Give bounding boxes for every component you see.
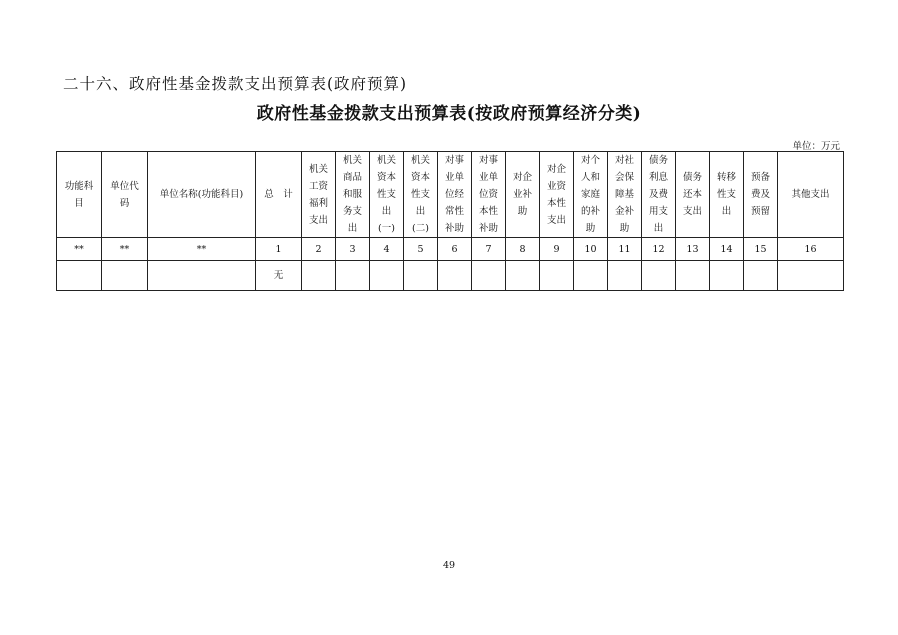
index-cell: 3 — [336, 238, 370, 261]
data-cell — [336, 261, 370, 291]
header-cell: 预备费及预留 — [744, 152, 778, 238]
index-cell: 8 — [506, 238, 540, 261]
header-row — [57, 152, 844, 238]
index-cell: 4 — [370, 238, 404, 261]
data-cell — [57, 261, 102, 291]
header-cell: 机关资本性支出(一) — [370, 152, 404, 238]
index-cell: ** — [57, 238, 102, 261]
table-row — [57, 261, 844, 291]
data-cell — [642, 261, 676, 291]
page-number: 49 — [442, 560, 456, 571]
index-cell: 6 — [438, 238, 472, 261]
index-cell: 5 — [404, 238, 438, 261]
data-cell — [148, 261, 256, 291]
index-cell: 11 — [608, 238, 642, 261]
index-cell: 13 — [676, 238, 710, 261]
header-cell: 单位代码 — [102, 152, 148, 238]
header-cell: 对事业单位资本性补助 — [472, 152, 506, 238]
index-cell: 7 — [472, 238, 506, 261]
index-cell: 1 — [256, 238, 302, 261]
header-cell: 对个人和家庭的补助 — [574, 152, 608, 238]
header-cell: 机关商品和服务支出 — [336, 152, 370, 238]
header-cell: 转移性支出 — [710, 152, 744, 238]
header-cell: 总 计 — [256, 152, 302, 238]
data-cell — [438, 261, 472, 291]
budget-table — [56, 151, 844, 291]
data-cell: 无 — [256, 261, 302, 291]
header-cell: 机关工资福利支出 — [302, 152, 336, 238]
index-cell: 9 — [540, 238, 574, 261]
data-cell — [710, 261, 744, 291]
header-cell: 对企业资本性支出 — [540, 152, 574, 238]
index-cell: 12 — [642, 238, 676, 261]
unit-note: 单位：万元 — [792, 141, 840, 152]
header-cell: 对事业单位经常性补助 — [438, 152, 472, 238]
header-cell: 功能科目 — [57, 152, 102, 238]
index-cell: 10 — [574, 238, 608, 261]
header-cell: 对社会保障基金补助 — [608, 152, 642, 238]
data-cell — [676, 261, 710, 291]
header-cell: 对企业补助 — [506, 152, 540, 238]
data-cell — [102, 261, 148, 291]
data-cell — [608, 261, 642, 291]
header-cell: 债务利息及费用支出 — [642, 152, 676, 238]
header-cell: 债务还本支出 — [676, 152, 710, 238]
data-cell — [574, 261, 608, 291]
data-cell — [302, 261, 336, 291]
data-cell — [506, 261, 540, 291]
data-cell — [540, 261, 574, 291]
index-cell: 15 — [744, 238, 778, 261]
header-cell: 其他支出 — [778, 152, 844, 238]
data-cell — [472, 261, 506, 291]
column-index-row — [57, 238, 844, 261]
section-heading: 二十六、政府性基金拨款支出预算表(政府预算) — [63, 75, 408, 93]
index-cell: 16 — [778, 238, 844, 261]
data-cell — [778, 261, 844, 291]
index-cell: 2 — [302, 238, 336, 261]
header-cell: 单位名称(功能科目) — [148, 152, 256, 238]
header-cell: 机关资本性支出(二) — [404, 152, 438, 238]
data-cell — [404, 261, 438, 291]
index-cell: ** — [148, 238, 256, 261]
index-cell: 14 — [710, 238, 744, 261]
index-cell: ** — [102, 238, 148, 261]
data-cell — [744, 261, 778, 291]
data-cell — [370, 261, 404, 291]
table-title: 政府性基金拨款支出预算表(按政府预算经济分类) — [256, 104, 642, 124]
